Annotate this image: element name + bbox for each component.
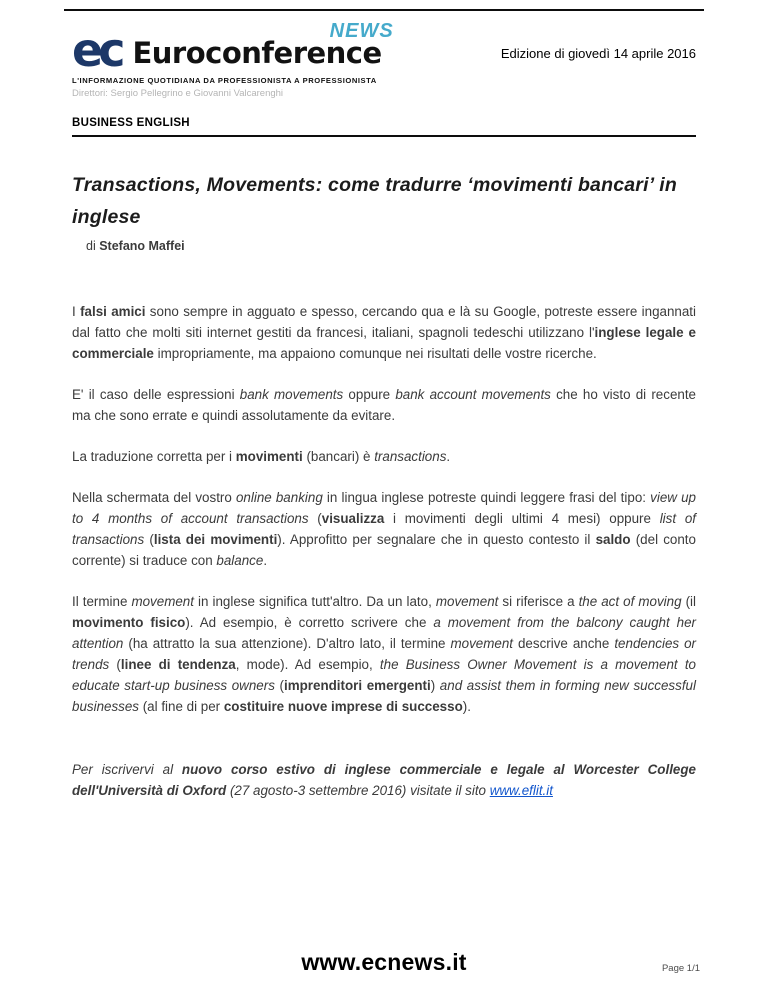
paragraph-6-course-note: Per iscrivervi al nuovo corso estivo di inglese commerciale e legale al Worcester College dell'Università di Oxford (27 agosto-3 settembre 2016) visitate il sito www.eflit.it xyxy=(72,762,696,799)
byline-prefix: di xyxy=(86,239,100,254)
paragraph-3: La traduzione corretta per i movimenti (bancari) è transactions. xyxy=(72,449,451,465)
footer-site: www.ecnews.it xyxy=(301,949,467,975)
paragraph-1: I falsi amici sono sempre in agguato e spesso, cercando qua e là su Google, potreste essere ingannati dal fatto che molti siti internet gestiti da francesi, italiani, spagnoli tedeschi utilizzano l'inglese legale e commerciale impropriamente, ma appaiono comunque nei risultati delle vostre ricerche. xyxy=(72,304,696,362)
header xyxy=(72,20,696,99)
paragraph-4: Nella schermata del vostro online banking in lingua inglese potreste quindi leggere frasi del tipo: view up to 4 months of account transactions (visualizza i movimenti degli ultimi 4 mesi) oppure list of transactions (lista dei movimenti). Approfitto per segnalare che in questo contesto il saldo (del conto corrente) si traduce con balance. xyxy=(72,490,696,569)
section-rule xyxy=(72,135,696,137)
eflit-link[interactable]: www.eflit.it xyxy=(489,783,553,799)
edition-date: Edizione di giovedì 14 aprile 2016 xyxy=(500,46,696,61)
article-title: Transactions, Movements: come tradurre ‘movimenti bancari’ in inglese xyxy=(72,174,677,229)
euroconference-logo xyxy=(72,20,394,77)
top-rule xyxy=(64,9,704,11)
author-name: Stefano Maffei xyxy=(99,239,185,254)
paragraph-2: E' il caso delle espressioni bank movements oppure bank account movements che ho visto di recente ma che sono errate e quindi assolutamente da evitare. xyxy=(72,387,697,424)
news-label: NEWS xyxy=(329,20,394,42)
page-number: Page 1/1 xyxy=(661,963,700,974)
ec-logo-icon: ec xyxy=(72,23,121,77)
footer xyxy=(0,949,768,976)
tagline: L'INFORMAZIONE QUOTIDIANA DA PROFESSIONISTA A PROFESSIONISTA xyxy=(72,76,377,85)
article-body xyxy=(72,301,696,801)
brand-name: Euroconference xyxy=(132,36,382,70)
paragraph-5: Il termine movement in inglese significa tutt'altro. Da un lato, movement si riferisce a the act of moving (il movimento fisico). Ad esempio, è corretto scrivere che a movement from the balcony caught her attention (ha attratto la sua attenzione). D'altro lato, il termine movement descrive anche tendencies or trends (linee di tendenza, mode). Ad esempio, the Business Owner Movement is a movement to educate start-up business owners (imprenditori emergenti) and assist them in forming new successful businesses (al fine di per costituire nuove imprese di successo). xyxy=(72,594,697,715)
directors-line: Direttori: Sergio Pellegrino e Giovanni Valcarenghi xyxy=(72,88,284,99)
section-heading: BUSINESS ENGLISH xyxy=(72,117,190,129)
byline xyxy=(72,239,696,253)
